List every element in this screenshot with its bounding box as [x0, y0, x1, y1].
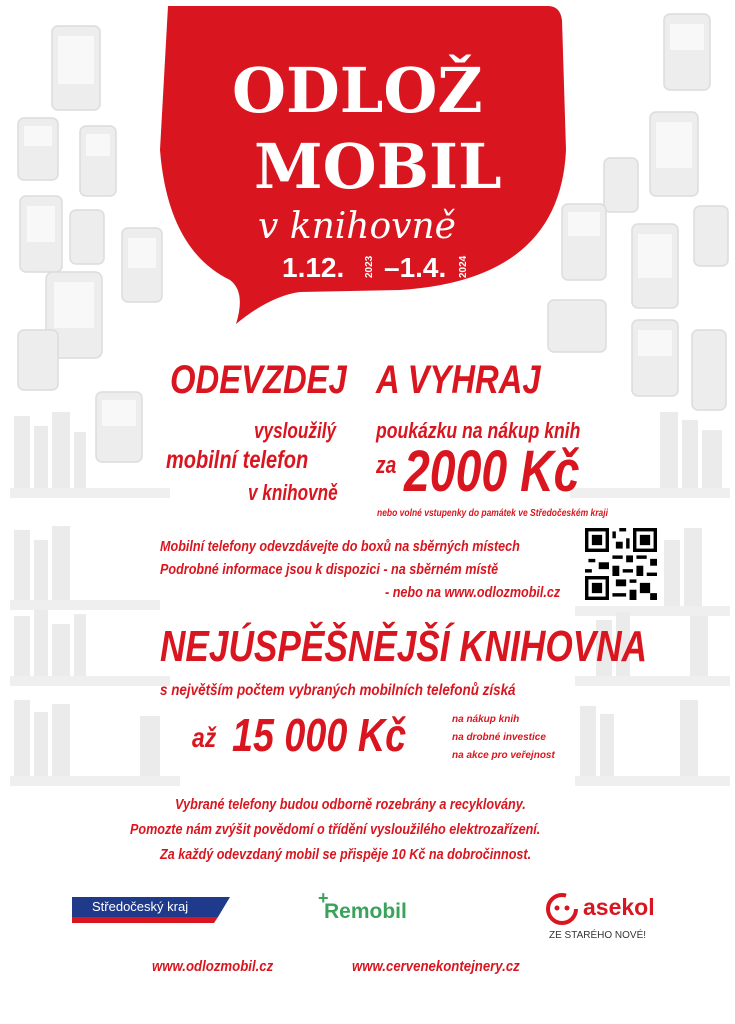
- title-line3: v knihovně: [258, 206, 456, 247]
- footer-line3: Za každý odevzdaný mobil se přispěje 10 Kč na dobročinnost.: [160, 846, 532, 863]
- odevzdej-headline: ODEVZDEJ: [170, 358, 347, 402]
- asekol-label: asekol: [583, 894, 655, 920]
- info-line2: Podrobné informace jsou k dispozici - na sběrném místě: [160, 561, 499, 578]
- library-use3: na akce pro veřejnost: [452, 750, 555, 761]
- stredocesky-kraj-logo[interactable]: [72, 897, 230, 923]
- asekol-tagline: ZE STARÉHO NOVÉ!: [549, 930, 647, 941]
- info-line3: - nebo na www.odlozmobil.cz: [385, 584, 561, 601]
- speech-bubble: [0, 0, 735, 340]
- date-start-year: 2023: [364, 255, 375, 278]
- left-line2: mobilní telefon: [166, 446, 309, 474]
- prize-note: nebo volné vstupenky do památek ve Středočeském kraji: [377, 508, 609, 519]
- date-end-year: 2024: [458, 255, 469, 278]
- library-prefix: až: [192, 722, 217, 753]
- date-start: 1.12.: [282, 252, 345, 283]
- footer-line2: Pomozte nám zvýšit povědomí o třídění vysloužilého elektrozařízení.: [130, 821, 541, 838]
- remobil-logo[interactable]: [318, 888, 407, 924]
- link-odlozmobil[interactable]: www.odlozmobil.cz: [152, 958, 274, 975]
- qr-code[interactable]: [585, 528, 657, 600]
- right-prefix: za: [376, 452, 397, 479]
- right-line1: poukázku na nákup knih: [376, 418, 581, 443]
- link-cervenekontejnery[interactable]: www.cervenekontejnery.cz: [352, 958, 520, 975]
- vyhraj-headline: A VYHRAJ: [376, 358, 541, 402]
- library-subline: s největším počtem vybraných mobilních telefonů získá: [160, 682, 516, 699]
- library-use1: na nákup knih: [452, 714, 520, 725]
- footer-line1: Vybrané telefony budou odborně rozebrány a recyklovány.: [175, 796, 526, 813]
- info-line1: Mobilní telefony odevzdávejte do boxů na sběrných místech: [160, 538, 520, 555]
- title-line2: MOBIL: [254, 130, 502, 203]
- left-line1: vysloužilý: [254, 418, 337, 443]
- prize-amount: 2000 Kč: [404, 439, 580, 504]
- title-line1: ODLOŽ: [232, 54, 483, 127]
- library-use2: na drobné investice: [452, 732, 546, 743]
- date-end: –1.4.: [384, 252, 447, 283]
- asekol-face-icon: [545, 892, 579, 926]
- left-line3: v knihovně: [248, 480, 338, 505]
- library-headline: NEJÚSPĚŠNĚJŠÍ KNIHOVNA: [160, 622, 648, 671]
- remobil-label: Remobil: [324, 900, 407, 923]
- asekol-logo[interactable]: [545, 892, 675, 944]
- plus-icon: +: [318, 888, 329, 908]
- kraj-label: Středočeský kraj: [92, 899, 189, 914]
- library-amount: 15 000 Kč: [232, 709, 407, 761]
